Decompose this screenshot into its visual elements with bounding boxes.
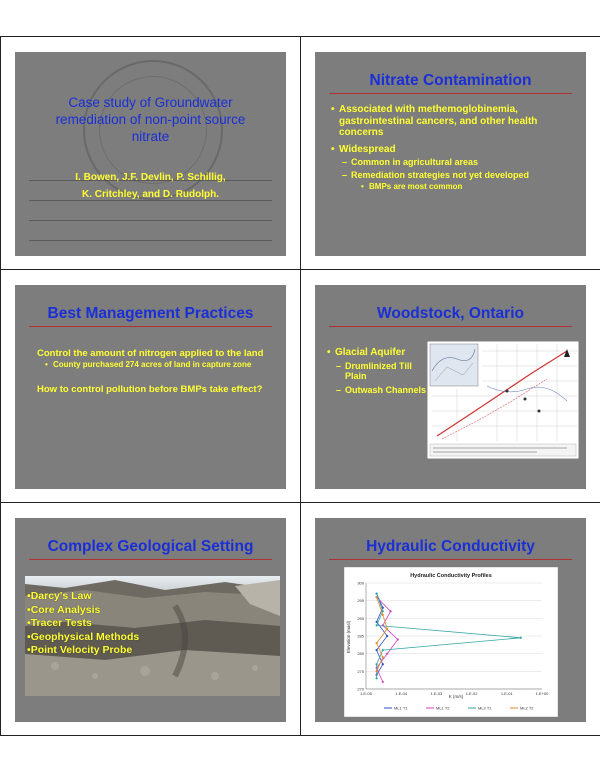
data-point xyxy=(375,624,377,626)
data-point xyxy=(375,670,377,672)
data-point xyxy=(375,677,377,679)
slide-title: Hydraulic Conductivity xyxy=(366,538,535,555)
data-point xyxy=(375,593,377,595)
method-item: •Core Analysis xyxy=(27,603,101,616)
slide-6 xyxy=(315,518,586,722)
data-point xyxy=(375,663,377,665)
data-point xyxy=(382,614,384,616)
slide-3 xyxy=(15,285,286,489)
slide-title: Complex Geological Setting xyxy=(47,538,254,555)
data-point xyxy=(375,596,377,598)
y-tick-label: 290 xyxy=(357,615,364,621)
data-point xyxy=(375,649,377,651)
y-tick-label: 280 xyxy=(357,651,364,657)
y-tick-label: 275 xyxy=(357,668,364,674)
slide-title: Best Management Practices xyxy=(47,305,254,322)
sub-bullet-county: • County purchased 274 acres of land in capture zone xyxy=(45,360,252,369)
title-divider xyxy=(329,559,572,560)
y-tick-label: 285 xyxy=(357,633,364,639)
y-tick-label: 270 xyxy=(357,686,364,692)
legend-label: ML2 T2 xyxy=(520,705,534,711)
data-point xyxy=(520,637,522,639)
title-divider xyxy=(29,326,272,327)
x-tick-label: 1.E+00 xyxy=(535,691,549,696)
legend-label: ML2 T1 xyxy=(478,705,492,711)
method-item: •Tracer Tests xyxy=(27,617,92,629)
sub-bullet-agricultural: – Common in agricultural areas xyxy=(342,157,479,167)
slide-4 xyxy=(315,285,586,489)
title-divider xyxy=(329,326,572,327)
legend-label: ML1 T1 xyxy=(394,705,408,711)
data-point xyxy=(382,649,384,651)
data-point xyxy=(390,610,392,612)
methods-list xyxy=(27,590,139,658)
sub-sub-bullet-bmps: • BMPs are most common xyxy=(361,182,463,191)
data-point xyxy=(386,635,388,637)
method-item: •Geophysical Methods xyxy=(27,630,140,643)
data-point xyxy=(397,638,399,640)
inset-map xyxy=(430,344,478,386)
x-tick-label: 1.E-03 xyxy=(430,691,443,696)
x-axis-label: K (m/s) xyxy=(448,694,464,699)
x-tick-label: 1.E-05 xyxy=(360,691,372,696)
slide-title: Woodstock, Ontario xyxy=(377,305,524,322)
data-point xyxy=(386,653,388,655)
y-axis-label: Elevation (masl) xyxy=(346,620,351,654)
data-point xyxy=(375,642,377,644)
y-tick-label: 300 xyxy=(357,580,364,586)
sub-bullet-remediation: – Remediation strategies not yet developed xyxy=(342,169,530,180)
slide-title: Nitrate Contamination xyxy=(369,72,532,89)
slide-1 xyxy=(15,52,286,256)
sub-bullet-outwash: – Outwash Channels xyxy=(336,384,427,395)
practice-pollution-question: How to control pollution before BMPs take effect? xyxy=(37,383,263,395)
data-point xyxy=(382,681,384,683)
data-point xyxy=(382,656,384,658)
title-divider xyxy=(329,93,572,94)
bullet-widespread: • Widespread xyxy=(339,144,576,156)
study-area-map xyxy=(427,341,579,459)
chart-title: Hydraulic Conductivity Profiles xyxy=(410,573,492,579)
slide-2 xyxy=(315,52,586,256)
method-item: •Point Velocity Probe xyxy=(27,644,133,656)
y-tick-label: 295 xyxy=(357,598,364,604)
map-caption xyxy=(430,444,576,456)
sub-bullet-drumlinized: – Drumlinized Till Plain xyxy=(336,360,412,381)
authors-line-1: I. Bowen, J.F. Devlin, P. Schillig, xyxy=(75,172,226,183)
legend-label: ML1 T2 xyxy=(436,705,450,711)
data-point xyxy=(382,663,384,665)
title-slide-heading: Case study of Groundwater remediation of non-point source nitrate xyxy=(55,95,246,144)
authors-line-2: K. Critchley, and D. Rudolph. xyxy=(81,188,220,200)
hydraulic-conductivity-chart xyxy=(344,567,558,717)
bullet-glacial-aquifer: • Glacial Aquifer xyxy=(335,347,430,359)
data-point xyxy=(375,621,377,623)
title-divider xyxy=(29,559,272,560)
x-tick-label: 1.E-04 xyxy=(395,691,408,696)
method-item: •Darcy's Law xyxy=(27,590,92,602)
bullet-health: • Associated with methemoglobinemia, gastrointestinal cancers, and other health concerns xyxy=(339,104,576,139)
practice-control-nitrogen: Control the amount of nitrogen applied to the land xyxy=(37,348,264,359)
x-tick-label: 1.E-02 xyxy=(465,691,478,696)
slide-5 xyxy=(15,518,286,722)
x-tick-label: 1.E-01 xyxy=(500,691,513,696)
data-point xyxy=(386,628,388,630)
